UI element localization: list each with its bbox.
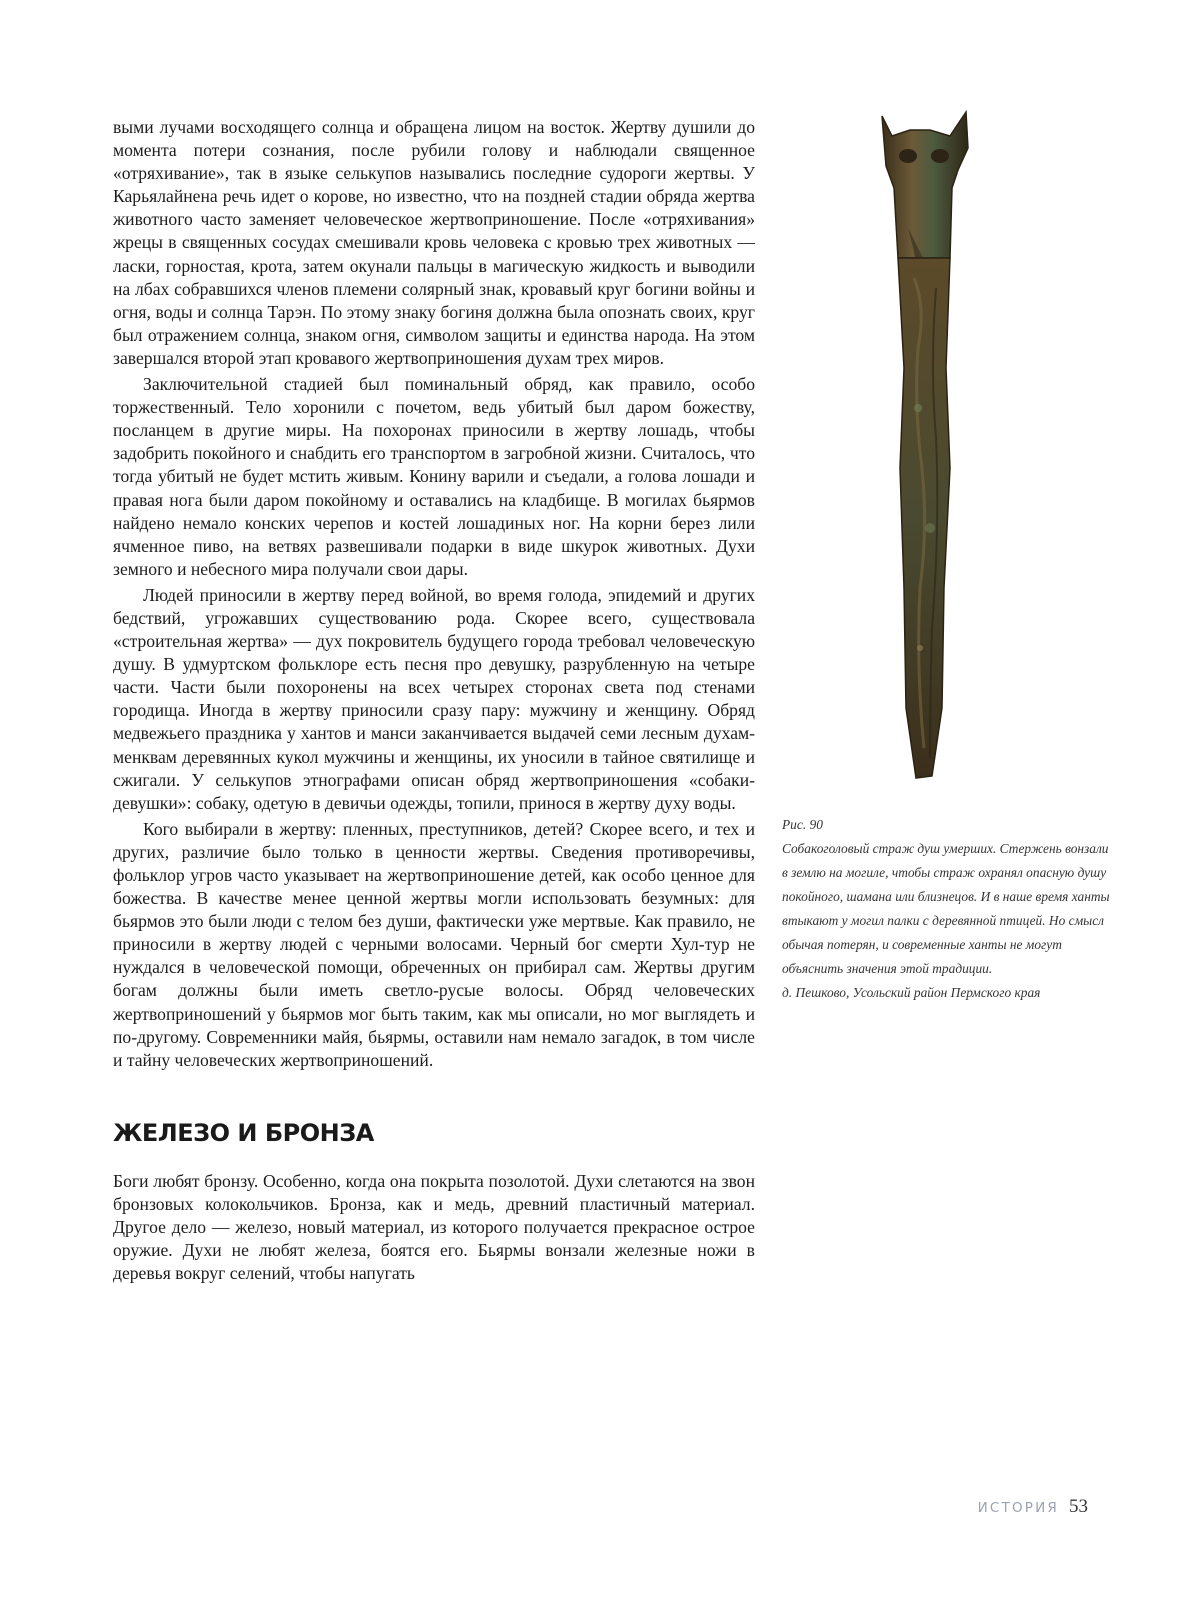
figure-caption-text: Собакоголовый страж душ умерших. Стержень вонзали в землю на могиле, чтобы страж охранял опасную душу покойного, шамана или близнецов. И в наше время ханты втыкают у могил палки с деревянной птицей. Но смысл обычая потерян, и современные ханты не могут объяснить значения этой традиции. xyxy=(782,841,1110,976)
section-paragraph: Боги любят бронзу. Особенно, когда она покрыта позолотой. Духи слетаются на звон бронзовых колокольчиков. Бронза, как и медь, древний пластичный материал. Другое дело — железо, новый материал, из которого получается прекрасное острое оружие. Духи не любят железа, боятся его. Бьярмы вонзали железные ножи в деревья вокруг селений, чтобы напугать xyxy=(113,1170,755,1284)
body-paragraph: Заключительной стадией был поминальный обряд, как правило, особо торжественный. Тело хоронили с почетом, ведь убитый был даром божеству, посланцем в другие миры. На похоронах приносили в жертву лошадь, чтобы задобрить покойного и снабдить его транспортом в загробной жизни. Считалось, что тогда убитый не будет мстить живым. Конину варили и съедали, а голова лошади и правая нога были даром покойному и оставались на кладбище. В могилах бьярмов найдено немало конских черепов и костей лошадиных ног. На корни берез лили ячменное пиво, на ветвях развешивали подарки в виде шкурок животных. Духи земного и небесного мира получали свои дары. xyxy=(113,374,755,579)
body-paragraph: Людей приносили в жертву перед войной, во время голода, эпидемий и других бедствий, угрожавших существованию рода. Скорее всего, существовала «строительная жертва» — дух покровитель будущего города требовал человеческую душу. В удмуртском фольклоре есть песня про девушку, разрубленную на четыре части. Части были похоронены на всех четырех сторонах света под стенами городища. Иногда в жертву приносили сразу пару: мужчину и женщину. Обряд медвежьего праздника у хантов и манси заканчивается выдачей семи лесным духам-менквам деревянных кукол мужчины и женщины, их уносили в тайное святилище и сжигали. У селькупов этнографами описан обряд жертвоприношения «собаки-девушки»: собаку, одетую в девичьи одежды, топили, принося в жертву духу воды. xyxy=(113,584,755,813)
figure-caption xyxy=(782,813,1112,1005)
figure-label: Рис. 90 xyxy=(782,817,823,832)
main-text-column xyxy=(113,116,755,1285)
footer-section-name: ИСТОРИЯ xyxy=(977,1500,1059,1516)
dog-headed-guardian-image xyxy=(870,108,980,788)
page-number: 53 xyxy=(1069,1496,1088,1517)
artifact-figure xyxy=(870,108,980,788)
body-paragraph: Кого выбирали в жертву: пленных, преступников, детей? Скорее всего, и тех и других, различие было только в ценности жертвы. Сведения противоречивы, фольклор угров часто указывает на жертвоприношение детей, как особо ценное для божества. В качестве менее ценной жертвы могли использовать безумных: для бьярмов это были люди с телом без души, фактически уже мертвые. Как правило, не приносили в жертву людей с черными волосами. Черный бог смерти Хул-тур не нуждался в человеческой помощи, обреченных он прибирал сам. Жертвы другим богам должны были иметь светло-русые волосы. Обряд человеческих жертвоприношений у бьярмов мог быть таким, как мы описали, но мог выглядеть и по-другому. Современники майя, бьярмы, оставили нам немало загадок, в том числе и тайну человеческих жертвоприношений. xyxy=(113,818,755,1070)
section-heading: ЖЕЛЕЗО И БРОНЗА xyxy=(113,1118,374,1147)
page-footer xyxy=(978,1496,1088,1518)
guardian-head xyxy=(882,112,968,258)
figure-location: д. Пешково, Усольский район Пермского края xyxy=(782,985,1041,1000)
body-paragraph: выми лучами восходящего солнца и обращена лицом на восток. Жертву душили до момента потери сознания, после рубили голову и наблюдали священное «отряхивание», так в языке селькупов назывались последние судороги жертвы. У Карьялайнена речь идет о корове, но известно, что на поздней стадии обряда жертва животного часто заменяет человеческое жертвоприношение. После «отряхивания» жрецы в священных сосудах смешивали кровь человека с кровью трех животных — ласки, горностая, крота, затем окунали пальцы в магическую жидкость и выводили на лбах собравшихся членов племени солярный знак, кровавый круг богини войны и огня, воды и солнца Тарэн. По этому знаку богиня должна была опознать своих, круг был отражением солнца, знаком огня, символом защиты и единства народа. На этом завершался второй этап кровавого жертвоприношения духам трех миров. xyxy=(113,117,755,368)
